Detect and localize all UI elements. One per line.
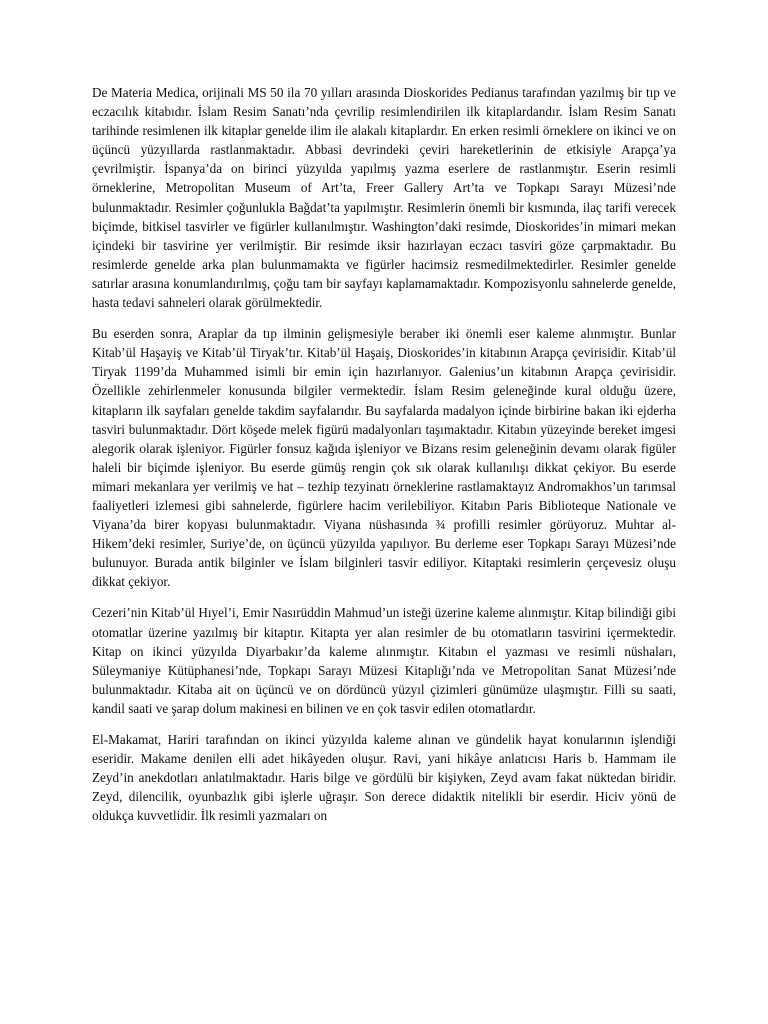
paragraph-el-makamat: El-Makamat, Hariri tarafından on ikinci yüzyılda kaleme alınan ve gündelik hayat konularının işlendiği eseridir. Makame denilen elli adet hikâyeden oluşur. Ravi, yani hikâye anlatıcısı Haris b. Hammam ile Zeyd’in anekdotları anlatılmaktadır. Haris bilge ve gördülü bir kişiyken, Zeyd avam fakat nüktedan biridir. Zeyd, dilencilik, oyunbazlık gibi işlerle uğraşır. Son derece didaktik nitelikli bir eserdir. Hiciv yönü de oldukça kuvvetlidir. İlk resimli yazmaları on [92, 732, 676, 824]
paragraph-kitab-ul-hiyel: Cezeri’nin Kitab’ül Hıyel’i, Emir Nasırüddin Mahmud’un isteği üzerine kaleme alınmıştır. Kitap bilindiği gibi otomatlar üzerine yazılmış bir kitaptır. Kitapta yer alan resimler de bu otomatların tasvirini içermektedir. Kitap on ikinci yüzyılda Diyarbakır’da kaleme alınmıştır. Kitabın el yazması ve resimli nüshaları, Süleymaniye Kütüphanesi’nde, Topkapı Sarayı Müzesi Kitaplığı’nda ve Metropolitan Sanat Müzesi’nde bulunmaktadır. Kitaba ait on üçüncü ve on dördüncü yüzyıl çizimleri günümüze ulaşmıştır. Filli su saati, kandil saati ve şarap dolum makinesi en bilinen ve en çok tasvir edilen otomatlardır. [92, 605, 676, 716]
paragraph-de-materia-medica: De Materia Medica, orijinali MS 50 ila 70 yılları arasında Dioskorides Pedianus tarafından yazılmış bir tıp ve eczacılık kitabıdır. İslam Resim Sanatı’nda çevrilip resimlendirilen ilk kitaplardandır. İslam Resim Sanatı tarihinde resimlenen ilk kitaplar genelde ilim ile alakalı kitaplardır. En erken resimli örneklere on ikinci ve on üçüncü yüzyıllarda rastlanmaktadır. Abbasi devrindeki çeviri hareketlerinin de etkisiyle Arapça’ya çevrilmiştir. İspanya’da on birinci yüzyılda yapılmış yazma eserlere de rastlanmıştır. Eserin resimli örneklerine, Metropolitan Museum of Art’ta, Freer Gallery Art’ta ve Topkapı Sarayı Müzesi’nde bulunmaktadır. Resimler çoğunlukla Bağdat’ta yapılmıştır. Resimlerin önemli bir kısmında, ilaç tarifi verecek biçimde, bitkisel tasvirler ve figürler kullanılmıştır. Washington’daki resimde, Dioskorides’in mimari mekan içindeki bir tasvirine yer verilmiştir. Bir resimde iksir hazırlayan eczacı tasviri göze çarpmaktadır. Bu resimlerde genelde arka plan bulunmamakta ve figürler hacimsiz resmedilmektedirler. Resimler genelde satırlar arasına konumlandırılmış, çoğu tam bir sayfayı kaplamamaktadır. Kompozisyonlu sahnelerde genelde, hasta tedavi sahneleri olarak görülmektedir. [92, 85, 676, 311]
paragraph-kitab-ul-tiryak: Bu eserden sonra, Araplar da tıp ilminin gelişmesiyle beraber iki önemli eser kaleme alınmıştır. Bunlar Kitab’ül Haşayiş ve Kitab’ül Tiryak’tır. Kitab’ül Haşaiş, Dioskorides’in kitabının Arapça çevirisidir. Kitab’ül Tiryak 1199’da Muhammed isimli bir emin için hazırlanıyor. Galenius’un kitabının Arapça çevirisidir. Özellikle zehirlenmeler konusunda bilgiler vermektedir. İslam Resim geleneğinde kural olduğu üzere, kitapların ilk sayfaları genelde takdim sayfalarıdır. Bu sayfalarda madalyon içinde birbirine bakan iki ejderha tasviri bulunmaktadır. Dört köşede melek figürü madalyonları taşımaktadır. Kitabın yüzeyinde bereket imgesi alegorik olarak işleniyor. Figürler fonsuz kağıda işleniyor ve Bizans resim geleneğinin devamı olarak figüler haleli bir biçimde işleniyor. Bu eserde gümüş rengin çok sık olarak kullanılışı dikkat çekiyor. Bu eserde mimari mekanlara yer verilmiş ve hat – tezhip tezyinatı örneklerine rastlamaktayız Andromakhos’un tarımsal faaliyetleri izlemesi gibi sahnelerde, figürlere hacim verilebiliyor. Kitabın Paris Biblioteque Nationale ve Viyana’da birer kopyası bulunmaktadır. Viyana nüshasında ¾ profilli resimler görüyoruz. Muhtar al-Hikem’deki resimler, Suriye’de, on üçüncü yüzyılda yapılıyor. Bu derleme eser Topkapı Sarayı Müzesi’nde bulunuyor. Burada antik bilginler ve İslam bilginleri tasvir ediliyor. Kitaptaki resimlerin çerçevesiz oluşu dikkat çekiyor. [92, 326, 676, 590]
document-body [92, 83, 676, 837]
